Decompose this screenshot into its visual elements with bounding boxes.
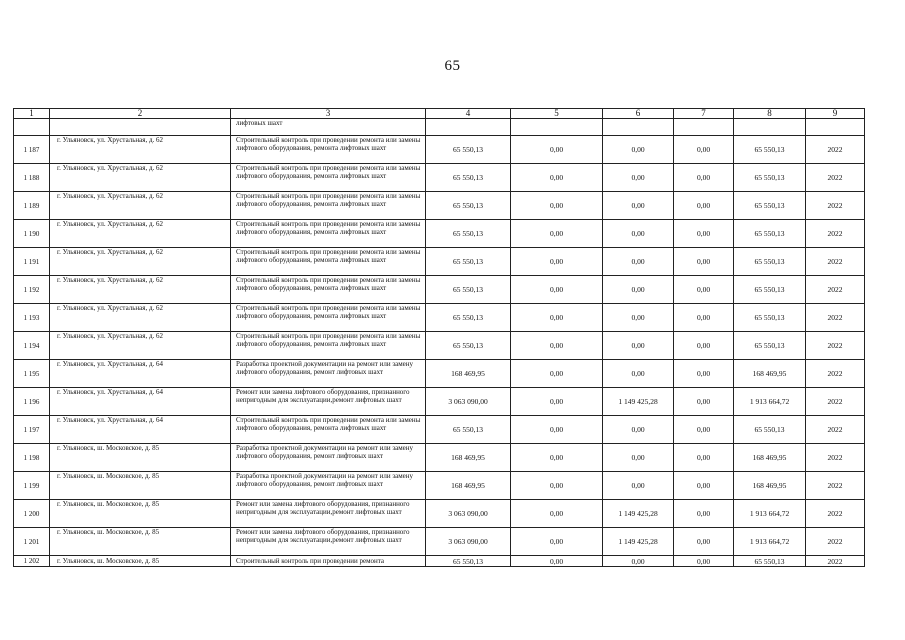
amount-col8-cell: 65 550,13 [734, 192, 806, 220]
continuation-row [14, 119, 865, 136]
amount-col5-cell: 0,00 [511, 220, 603, 248]
address-cell: г. Ульяновск, ул. Хрустальная, д. 62 [50, 304, 231, 332]
amount-col7-cell: 0,00 [674, 416, 734, 444]
row-number: 1 200 [14, 500, 50, 528]
table-row [14, 360, 865, 388]
address-cell: г. Ульяновск, ш. Московское, д. 85 [50, 556, 231, 567]
amount-col7-cell: 0,00 [674, 472, 734, 500]
amount-col5-cell: 0,00 [511, 248, 603, 276]
year-cell: 2022 [806, 192, 865, 220]
row-number: 1 187 [14, 136, 50, 164]
table-row [14, 276, 865, 304]
column-header: 9 [806, 109, 865, 119]
address-cell: г. Ульяновск, ул. Хрустальная, д. 62 [50, 164, 231, 192]
amount-col6-cell: 0,00 [603, 164, 674, 192]
amount-col8-cell: 65 550,13 [734, 220, 806, 248]
amount-col7-cell: 0,00 [674, 136, 734, 164]
amount-col8-cell: 1 913 664,72 [734, 500, 806, 528]
table-row [14, 248, 865, 276]
amount-col7-cell: 0,00 [674, 556, 734, 567]
work-description-cell: Строительный контроль при проведении ремонта или замены лифтового оборудования, ремонта лифтовых шахт [231, 332, 426, 360]
amount-total-cell: 3 063 090,00 [426, 528, 511, 556]
table-row [14, 164, 865, 192]
amount-total-cell: 65 550,13 [426, 164, 511, 192]
amount-col6-cell: 0,00 [603, 192, 674, 220]
row-number: 1 196 [14, 388, 50, 416]
amount-col7-cell: 0,00 [674, 192, 734, 220]
amount-total-cell: 168 469,95 [426, 444, 511, 472]
year-cell: 2022 [806, 136, 865, 164]
work-description-cell: Разработка проектной документации на ремонт или замену лифтового оборудования, ремонт лифтовых шахт [231, 360, 426, 388]
address-cell: г. Ульяновск, ш. Московское, д. 85 [50, 444, 231, 472]
amount-col8-cell: 1 913 664,72 [734, 528, 806, 556]
amount-col8-cell: 65 550,13 [734, 332, 806, 360]
amount-col5-cell: 0,00 [511, 556, 603, 567]
amount-col5-cell: 0,00 [511, 528, 603, 556]
amount-total-cell: 65 550,13 [426, 276, 511, 304]
work-description-cell: Строительный контроль при проведении ремонта или замены лифтового оборудования, ремонта лифтовых шахт [231, 164, 426, 192]
address-cell: г. Ульяновск, ул. Хрустальная, д. 64 [50, 388, 231, 416]
table-row [14, 220, 865, 248]
column-header: 4 [426, 109, 511, 119]
amount-col8-cell: 65 550,13 [734, 136, 806, 164]
amount-total-cell: 168 469,95 [426, 360, 511, 388]
column-header: 3 [231, 109, 426, 119]
amount-col8-cell: 65 550,13 [734, 556, 806, 567]
work-description-cell: Строительный контроль при проведении ремонта или замены лифтового оборудования, ремонта лифтовых шахт [231, 136, 426, 164]
amount-col6-cell: 0,00 [603, 332, 674, 360]
year-cell: 2022 [806, 444, 865, 472]
amount-col8-cell: 168 469,95 [734, 472, 806, 500]
year-cell: 2022 [806, 388, 865, 416]
table-row [14, 388, 865, 416]
work-description-cell: Строительный контроль при проведении ремонта или замены лифтового оборудования, ремонта лифтовых шахт [231, 192, 426, 220]
year-cell: 2022 [806, 276, 865, 304]
continuation-text: лифтовых шахт [231, 119, 426, 136]
amount-col5-cell: 0,00 [511, 332, 603, 360]
amount-col7-cell: 0,00 [674, 360, 734, 388]
amount-total-cell: 3 063 090,00 [426, 388, 511, 416]
column-header: 6 [603, 109, 674, 119]
amount-col8-cell: 168 469,95 [734, 360, 806, 388]
table-row [14, 332, 865, 360]
amount-total-cell: 65 550,13 [426, 304, 511, 332]
amount-col6-cell: 1 149 425,28 [603, 388, 674, 416]
amount-col5-cell: 0,00 [511, 360, 603, 388]
amount-col5-cell: 0,00 [511, 192, 603, 220]
amount-col5-cell: 0,00 [511, 276, 603, 304]
work-description-cell: Строительный контроль при проведении ремонта или замены лифтового оборудования, ремонта лифтовых шахт [231, 416, 426, 444]
table-row [14, 444, 865, 472]
amount-total-cell: 65 550,13 [426, 416, 511, 444]
amount-total-cell: 65 550,13 [426, 192, 511, 220]
amount-col7-cell: 0,00 [674, 304, 734, 332]
amount-total-cell: 3 063 090,00 [426, 500, 511, 528]
amount-col6-cell: 0,00 [603, 304, 674, 332]
amount-col6-cell: 0,00 [603, 556, 674, 567]
year-cell: 2022 [806, 528, 865, 556]
address-cell: г. Ульяновск, ул. Хрустальная, д. 62 [50, 136, 231, 164]
amount-col8-cell: 65 550,13 [734, 164, 806, 192]
header-row [14, 109, 865, 119]
year-cell: 2022 [806, 360, 865, 388]
amount-col7-cell: 0,00 [674, 444, 734, 472]
row-number: 1 192 [14, 276, 50, 304]
address-cell: г. Ульяновск, ул. Хрустальная, д. 62 [50, 220, 231, 248]
row-number: 1 198 [14, 444, 50, 472]
amount-col6-cell: 0,00 [603, 444, 674, 472]
row-number: 1 199 [14, 472, 50, 500]
amount-col7-cell: 0,00 [674, 164, 734, 192]
address-cell: г. Ульяновск, ш. Московское, д. 85 [50, 500, 231, 528]
row-number: 1 202 [14, 556, 50, 567]
amount-total-cell: 65 550,13 [426, 248, 511, 276]
amount-col7-cell: 0,00 [674, 332, 734, 360]
amount-col8-cell: 65 550,13 [734, 276, 806, 304]
amount-col5-cell: 0,00 [511, 416, 603, 444]
column-header: 7 [674, 109, 734, 119]
table-row [14, 416, 865, 444]
registry-table [13, 108, 865, 567]
amount-col6-cell: 0,00 [603, 248, 674, 276]
amount-col7-cell: 0,00 [674, 248, 734, 276]
amount-col6-cell: 0,00 [603, 276, 674, 304]
address-cell: г. Ульяновск, ул. Хрустальная, д. 64 [50, 360, 231, 388]
amount-total-cell: 65 550,13 [426, 332, 511, 360]
row-number: 1 197 [14, 416, 50, 444]
table-row [14, 304, 865, 332]
work-description-cell: Строительный контроль при проведении ремонта или замены лифтового оборудования, ремонта лифтовых шахт [231, 248, 426, 276]
amount-col7-cell: 0,00 [674, 528, 734, 556]
amount-col5-cell: 0,00 [511, 304, 603, 332]
row-number: 1 189 [14, 192, 50, 220]
amount-col5-cell: 0,00 [511, 444, 603, 472]
work-description-cell: Разработка проектной документации на ремонт или замену лифтового оборудования, ремонт лифтовых шахт [231, 444, 426, 472]
amount-col6-cell: 0,00 [603, 416, 674, 444]
amount-col5-cell: 0,00 [511, 136, 603, 164]
year-cell: 2022 [806, 304, 865, 332]
work-description-cell: Ремонт или замена лифтового оборудования, признанного непригодным для эксплуатации,ремонт лифтовых шахт [231, 528, 426, 556]
table-row [14, 472, 865, 500]
amount-col8-cell: 168 469,95 [734, 444, 806, 472]
year-cell: 2022 [806, 556, 865, 567]
year-cell: 2022 [806, 332, 865, 360]
address-cell: г. Ульяновск, ул. Хрустальная, д. 62 [50, 276, 231, 304]
address-cell: г. Ульяновск, ул. Хрустальная, д. 62 [50, 192, 231, 220]
address-cell: г. Ульяновск, ш. Московское, д. 85 [50, 528, 231, 556]
column-header: 8 [734, 109, 806, 119]
amount-col8-cell: 1 913 664,72 [734, 388, 806, 416]
amount-col6-cell: 1 149 425,28 [603, 528, 674, 556]
year-cell: 2022 [806, 472, 865, 500]
year-cell: 2022 [806, 220, 865, 248]
amount-col5-cell: 0,00 [511, 388, 603, 416]
row-number: 1 195 [14, 360, 50, 388]
row-number: 1 188 [14, 164, 50, 192]
amount-total-cell: 65 550,13 [426, 556, 511, 567]
table-row [14, 528, 865, 556]
address-cell: г. Ульяновск, ул. Хрустальная, д. 62 [50, 332, 231, 360]
amount-total-cell: 65 550,13 [426, 220, 511, 248]
amount-col6-cell: 0,00 [603, 360, 674, 388]
table-row [14, 136, 865, 164]
row-number: 1 194 [14, 332, 50, 360]
amount-col7-cell: 0,00 [674, 388, 734, 416]
row-number: 1 193 [14, 304, 50, 332]
amount-col7-cell: 0,00 [674, 276, 734, 304]
address-cell: г. Ульяновск, ул. Хрустальная, д. 64 [50, 416, 231, 444]
table-row [14, 500, 865, 528]
column-header: 2 [50, 109, 231, 119]
work-description-cell: Строительный контроль при проведении ремонта [231, 556, 426, 567]
row-number: 1 191 [14, 248, 50, 276]
amount-col5-cell: 0,00 [511, 472, 603, 500]
work-description-cell: Разработка проектной документации на ремонт или замену лифтового оборудования, ремонт лифтовых шахт [231, 472, 426, 500]
amount-total-cell: 168 469,95 [426, 472, 511, 500]
year-cell: 2022 [806, 416, 865, 444]
work-description-cell: Строительный контроль при проведении ремонта или замены лифтового оборудования, ремонта лифтовых шахт [231, 220, 426, 248]
column-header: 1 [14, 109, 50, 119]
page-number: 65 [444, 58, 461, 74]
amount-col6-cell: 0,00 [603, 472, 674, 500]
year-cell: 2022 [806, 248, 865, 276]
amount-col5-cell: 0,00 [511, 500, 603, 528]
amount-col6-cell: 0,00 [603, 220, 674, 248]
amount-col6-cell: 0,00 [603, 136, 674, 164]
address-cell: г. Ульяновск, ш. Московское, д. 85 [50, 472, 231, 500]
table-row [14, 192, 865, 220]
address-cell: г. Ульяновск, ул. Хрустальная, д. 62 [50, 248, 231, 276]
work-description-cell: Ремонт или замена лифтового оборудования, признанного непригодным для эксплуатации,ремонт лифтовых шахт [231, 500, 426, 528]
work-description-cell: Строительный контроль при проведении ремонта или замены лифтового оборудования, ремонта лифтовых шахт [231, 276, 426, 304]
column-header: 5 [511, 109, 603, 119]
year-cell: 2022 [806, 164, 865, 192]
work-description-cell: Ремонт или замена лифтового оборудования, признанного непригодным для эксплуатации,ремонт лифтовых шахт [231, 388, 426, 416]
amount-col8-cell: 65 550,13 [734, 248, 806, 276]
work-description-cell: Строительный контроль при проведении ремонта или замены лифтового оборудования, ремонта лифтовых шахт [231, 304, 426, 332]
amount-col7-cell: 0,00 [674, 220, 734, 248]
row-number: 1 190 [14, 220, 50, 248]
amount-col6-cell: 1 149 425,28 [603, 500, 674, 528]
year-cell: 2022 [806, 500, 865, 528]
amount-total-cell: 65 550,13 [426, 136, 511, 164]
row-number: 1 201 [14, 528, 50, 556]
amount-col8-cell: 65 550,13 [734, 416, 806, 444]
amount-col7-cell: 0,00 [674, 500, 734, 528]
table-row [14, 556, 865, 567]
amount-col8-cell: 65 550,13 [734, 304, 806, 332]
amount-col5-cell: 0,00 [511, 164, 603, 192]
